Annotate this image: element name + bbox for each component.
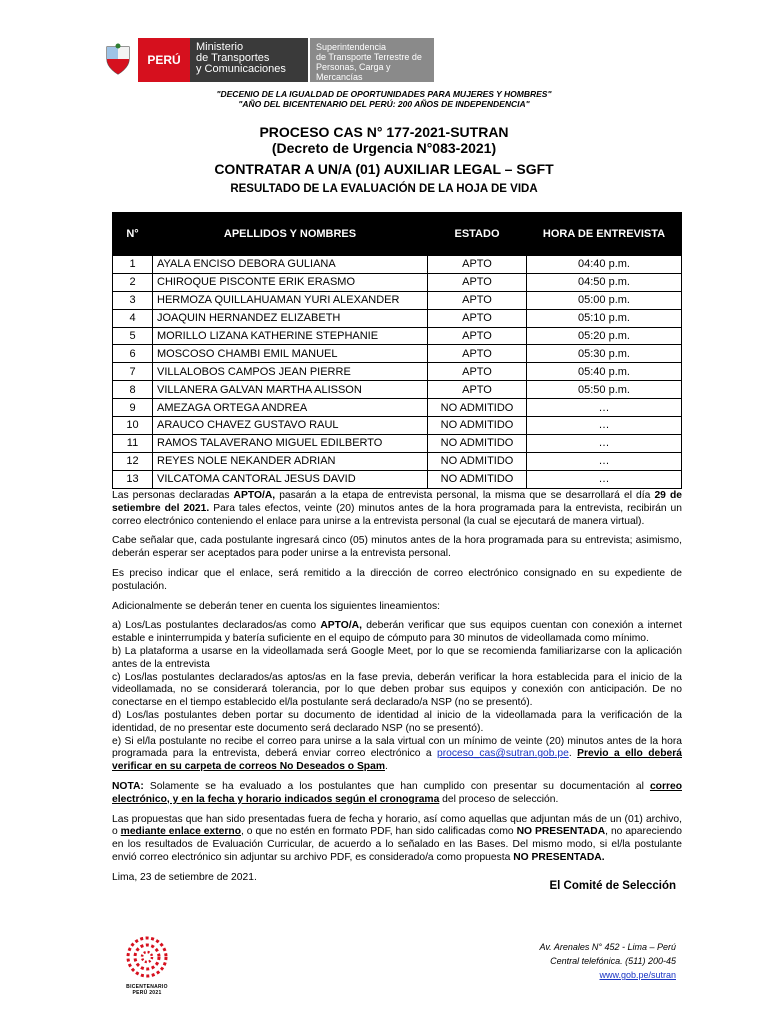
table-row xyxy=(113,417,682,435)
candidate-name: CHIROQUE PISCONTE ERIK ERASMO xyxy=(153,273,428,291)
bicentennial-emblem-icon xyxy=(117,935,177,979)
guideline-a: a) Los/Las postulantes declarados/as como APTO/A, deberán verificar que sus equipos cuentan con conexión a internet estable e ininterrumpida y batería suficiente en el equipo de cómputo para 30 minutos de videollamada como mínimo. xyxy=(112,620,682,645)
row-number: 2 xyxy=(113,273,153,291)
peru-label: PERÚ xyxy=(138,38,190,82)
candidate-name: VILLANERA GALVAN MARTHA ALISSON xyxy=(153,381,428,399)
date-line: Lima, 23 de setiembre de 2021. xyxy=(112,871,257,883)
interview-time: 05:00 p.m. xyxy=(527,291,682,309)
interview-time: … xyxy=(527,417,682,435)
candidate-name: MORILLO LIZANA KATHERINE STEPHANIE xyxy=(153,327,428,345)
candidate-name: RAMOS TALAVERANO MIGUEL EDILBERTO xyxy=(153,434,428,452)
email-link[interactable]: proceso_cas@sutran.gob.pe xyxy=(437,748,569,760)
footer-contact: Av. Arenales N° 452 - Lima – Perú Central telefónica. (511) 200-45 www.gob.pe/sutran xyxy=(539,942,676,980)
candidate-status: NO ADMITIDO xyxy=(428,470,527,488)
table-row xyxy=(113,345,682,363)
row-number: 13 xyxy=(113,470,153,488)
row-number: 11 xyxy=(113,434,153,452)
table-row xyxy=(113,327,682,345)
col-status: ESTADO xyxy=(428,213,527,256)
interview-time: 05:30 p.m. xyxy=(527,345,682,363)
interview-time: … xyxy=(527,399,682,417)
table-row xyxy=(113,470,682,488)
process-title: PROCESO CAS N° 177-2021-SUTRAN xyxy=(259,124,509,140)
interview-time: … xyxy=(527,470,682,488)
candidate-name: REYES NOLE NEKANDER ADRIAN xyxy=(153,452,428,470)
note: NOTA: Solamente se ha evaluado a los postulantes que han cumplido con presentar su documentación al correo electrónico, y en la fecha y horario indicados según el cronograma del proceso de selección. xyxy=(112,780,682,805)
row-number: 8 xyxy=(113,381,153,399)
candidate-status: APTO xyxy=(428,345,527,363)
committee-signature: El Comité de Selección xyxy=(549,880,676,892)
interview-time: 05:50 p.m. xyxy=(527,381,682,399)
bicentennial-logo: BICENTENARIO PERÚ 2021 xyxy=(112,935,182,996)
table-row xyxy=(113,309,682,327)
row-number: 7 xyxy=(113,363,153,381)
col-names: APELLIDOS Y NOMBRES xyxy=(153,213,428,256)
row-number: 9 xyxy=(113,399,153,417)
interview-time: 05:40 p.m. xyxy=(527,363,682,381)
row-number: 5 xyxy=(113,327,153,345)
table-row xyxy=(113,363,682,381)
table-row xyxy=(113,434,682,452)
row-number: 1 xyxy=(113,256,153,274)
position-title: CONTRATAR A UN/A (01) AUXILIAR LEGAL – SGFT xyxy=(214,161,554,177)
coat-of-arms-icon xyxy=(98,38,138,82)
candidate-name: AYALA ENCISO DEBORA GULIANA xyxy=(153,256,428,274)
table-row xyxy=(113,381,682,399)
table-header-row xyxy=(113,213,682,256)
interview-time: 04:50 p.m. xyxy=(527,273,682,291)
interview-time: 05:20 p.m. xyxy=(527,327,682,345)
candidate-name: JOAQUIN HERNANDEZ ELIZABETH xyxy=(153,309,428,327)
candidate-status: NO ADMITIDO xyxy=(428,434,527,452)
interview-time: … xyxy=(527,452,682,470)
interview-time: … xyxy=(527,434,682,452)
row-number: 12 xyxy=(113,452,153,470)
col-interview-time: HORA DE ENTREVISTA xyxy=(527,213,682,256)
table-row xyxy=(113,256,682,274)
candidate-name: VILCATOMA CANTORAL JESUS DAVID xyxy=(153,470,428,488)
candidate-status: NO ADMITIDO xyxy=(428,399,527,417)
body-text xyxy=(112,490,682,892)
interview-time: 04:40 p.m. xyxy=(527,256,682,274)
guideline-e: e) Si el/la postulante no recibe el correo para unirse a la sala virtual con un mínimo de veinte (20) minutos antes de la hora programada para la entrevista, deberá enviar correo electrónico a proceso_cas@sutran.gob.pe. Previo a ello deberá verificar en su carpeta de correos No Deseados o Spam. xyxy=(112,735,682,773)
candidate-name: MOSCOSO CHAMBI EMIL MANUEL xyxy=(153,345,428,363)
candidate-status: NO ADMITIDO xyxy=(428,417,527,435)
candidate-name: AMEZAGA ORTEGA ANDREA xyxy=(153,399,428,417)
row-number: 6 xyxy=(113,345,153,363)
candidate-status: APTO xyxy=(428,381,527,399)
candidate-status: APTO xyxy=(428,273,527,291)
row-number: 3 xyxy=(113,291,153,309)
website-link[interactable]: www.gob.pe/sutran xyxy=(599,970,676,980)
candidate-status: APTO xyxy=(428,327,527,345)
candidate-name: HERMOZA QUILLAHUAMAN YURI ALEXANDER xyxy=(153,291,428,309)
interview-time: 05:10 p.m. xyxy=(527,309,682,327)
candidate-status: APTO xyxy=(428,291,527,309)
sutran-name: Superintendencia de Transporte Terrestre de Personas, Carga y Mercancías xyxy=(310,38,434,82)
paragraph-guidelines: Adicionalmente se deberán tener en cuenta los siguientes lineamientos: xyxy=(112,600,440,612)
paragraph-not-presented: Las propuestas que han sido presentadas fuera de fecha y horario, así como aquellas que adjuntan más de un (01) archivo, o mediante enlace externo, o que no estén en formato PDF, han sido calificadas como NO PRESENTADA, no apareciendo en los resultados de Evaluación Curricular, de acuerdo a lo señalado en las Bases. Del mismo modo, si el/la postulante envió correo electrónico sin adjuntar su archivo PDF, es considerado/a como propuesta NO PRESENTADA. xyxy=(112,813,683,863)
candidate-status: APTO xyxy=(428,309,527,327)
table-row xyxy=(113,291,682,309)
tagline-decade: "DECENIO DE LA IGUALDAD DE OPORTUNIDADES PARA MUJERES Y HOMBRES" xyxy=(216,89,552,99)
paragraph-apto: Las personas declaradas APTO/A, pasarán a la etapa de entrevista personal, la misma que se desarrollará el día 29 de setiembre del 2021. Para tales efectos, veinte (20) minutos antes de la hora programada para la entrevista, recibirán un correo electrónico conteniendo el enlace para unirse a la entrevista personal (la cual se ejecutará de manera virtual). xyxy=(112,490,682,527)
table-row xyxy=(113,273,682,291)
guideline-d: d) Los/las postulantes deben portar su documento de identidad al inicio de la videollamada para la verificación de la identidad, de no presentar este documento será declarado NSP (no se presentó). xyxy=(112,709,682,734)
paragraph-link: Es preciso indicar que el enlace, será remitido a la dirección de correo electrónico consignado en su expediente de postulación. xyxy=(112,567,682,592)
candidate-status: APTO xyxy=(428,363,527,381)
paragraph-entry: Cabe señalar que, cada postulante ingresará cinco (05) minutos antes de la hora programada para su entrevista; asimismo, deberán esperar ser aceptados para poder unirse a la entrevista personal. xyxy=(112,535,682,560)
ministry-name: Ministerio de Transportes y Comunicaciones xyxy=(190,38,308,82)
guideline-b: b) La plataforma a usarse en la videollamada será Google Meet, por lo que se recomienda familiarizarse con la aplicación antes de la entrevista xyxy=(112,645,682,670)
table-row xyxy=(113,399,682,417)
row-number: 4 xyxy=(113,309,153,327)
header-logo-bar xyxy=(98,38,434,82)
candidate-name: VILLALOBOS CAMPOS JEAN PIERRE xyxy=(153,363,428,381)
col-number: N° xyxy=(113,213,153,256)
table-row xyxy=(113,452,682,470)
candidate-name: ARAUCO CHAVEZ GUSTAVO RAUL xyxy=(153,417,428,435)
tagline-bicentennial: "AÑO DEL BICENTENARIO DEL PERÚ: 200 AÑOS DE INDEPENDENCIA" xyxy=(238,99,530,109)
candidate-status: APTO xyxy=(428,256,527,274)
candidate-status: NO ADMITIDO xyxy=(428,452,527,470)
row-number: 10 xyxy=(113,417,153,435)
results-table xyxy=(112,212,682,489)
evaluation-title: RESULTADO DE LA EVALUACIÓN DE LA HOJA DE VIDA xyxy=(230,183,538,195)
decree-subtitle: (Decreto de Urgencia N°083-2021) xyxy=(271,140,497,156)
guideline-c: c) Los/las postulantes declarados/as aptos/as en la fase previa, deberán verificar la hora establecida para el inicio de la videollamada, no se considerará tolerancia, por lo que deben probar sus equipos y conexión con anticipación. De no conectarse en el tiempo establecido el/la postulante será declarado/a NSP (no se presentó). xyxy=(112,671,682,709)
